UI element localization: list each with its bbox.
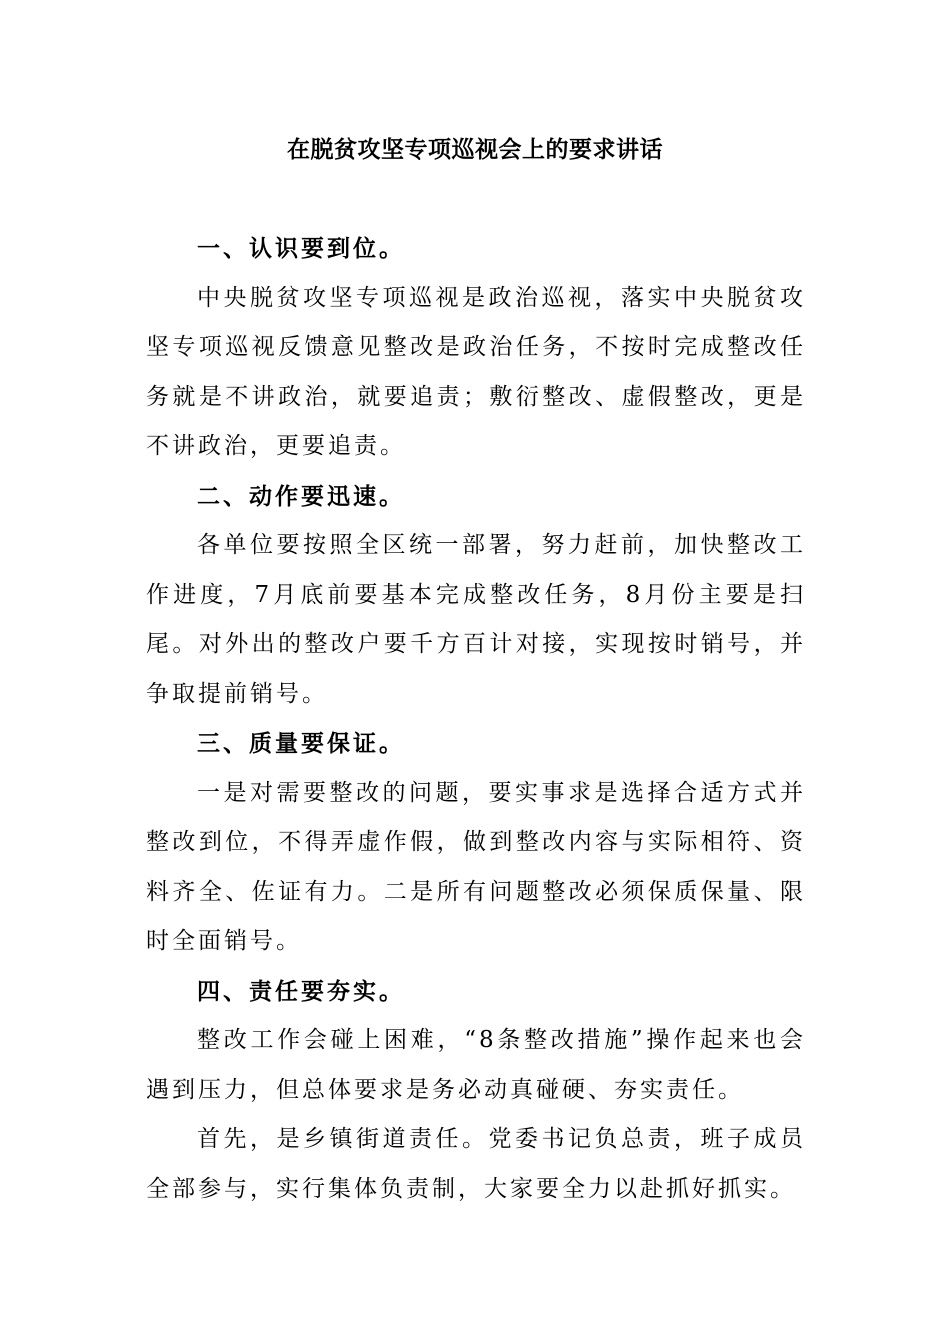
paragraph-1: 中央脱贫攻坚专项巡视是政治巡视，落实中央脱贫攻坚专项巡视反馈意见整改是政治任务，不按时完成整改任务就是不讲政治，就要追责；敷衍整改、虚假整改，更是不讲政治，更要追责。 [146, 284, 806, 459]
section-heading-2: 二、动作要迅速。 [197, 482, 405, 510]
document-title: 在脱贫攻坚专项巡视会上的要求讲话 [287, 136, 663, 163]
paragraph-2: 各单位要按照全区统一部署，努力赶前，加快整改工作进度，7月底前要基本完成整改任务，8月份主要是扫尾。对外出的整改户要千方百计对接，实现按时销号，并争取提前销号。 [146, 532, 806, 707]
section-heading-3: 三、质量要保证。 [197, 730, 405, 757]
document-body [146, 224, 806, 1214]
paragraph-3: 一是对需要整改的问题，要实事求是选择合适方式并整改到位，不得弄虚作假，做到整改内容与实际相符、资料齐全、佐证有力。二是所有问题整改必须保质保量、限时全面销号。 [146, 779, 806, 954]
paragraph-4: 整改工作会碰上困难，“8条整改措施”操作起来也会遇到压力，但总体要求是务必动真碰硬、夯实责任。 [146, 1027, 806, 1103]
paragraph-5: 首先，是乡镇街道责任。党委书记负总责，班子成员全部参与，实行集体负责制，大家要全力以赴抓好抓实。 [146, 1126, 806, 1202]
section-heading-4: 四、责任要夯实。 [197, 977, 405, 1005]
section-heading-1: 一、认识要到位。 [197, 235, 405, 262]
